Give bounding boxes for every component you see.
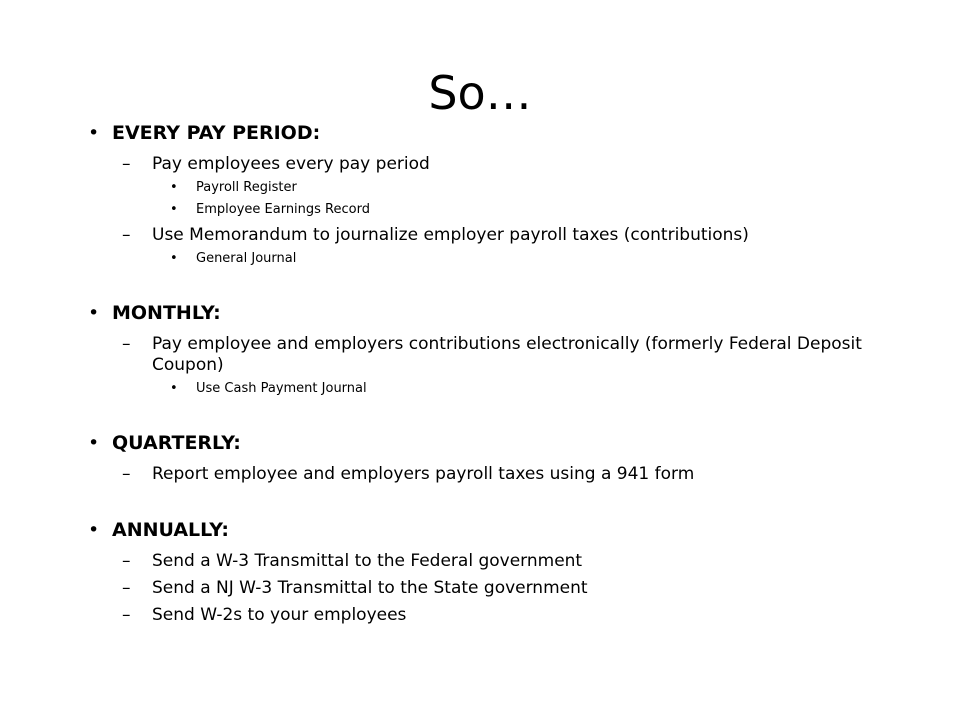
list-item: – Report employee and employers payroll taxes using a 941 form: [122, 464, 695, 484]
list-item: – Send a W-3 Transmittal to the Federal government: [122, 551, 583, 571]
list-subitem: • General Journal: [88, 250, 888, 268]
list-item: – Pay employees every pay period: [122, 154, 430, 174]
section-heading-annually: • ANNUALLY:: [88, 515, 888, 545]
section-heading-quarterly: • QUARTERLY:: [88, 428, 888, 458]
list-item: – Use Memorandum to journalize employer payroll taxes (contributions): [122, 225, 749, 245]
list-item: – Pay employee and employers contributions electronically (formerly Federal Deposit Coupon): [122, 334, 862, 375]
list-subitem: • Payroll Register: [88, 179, 888, 197]
list-item: – Send a NJ W-3 Transmittal to the State government: [122, 578, 588, 598]
slide-title: So…: [428, 66, 532, 120]
list-subitem: • Employee Earnings Record: [88, 201, 888, 219]
list-subitem: • Use Cash Payment Journal: [88, 380, 888, 398]
slide-content: [88, 118, 888, 626]
section-heading-every-pay-period: • EVERY PAY PERIOD:: [88, 118, 888, 148]
list-item: – Send W-2s to your employees: [122, 605, 407, 625]
section-heading-monthly: • MONTHLY:: [88, 298, 888, 328]
